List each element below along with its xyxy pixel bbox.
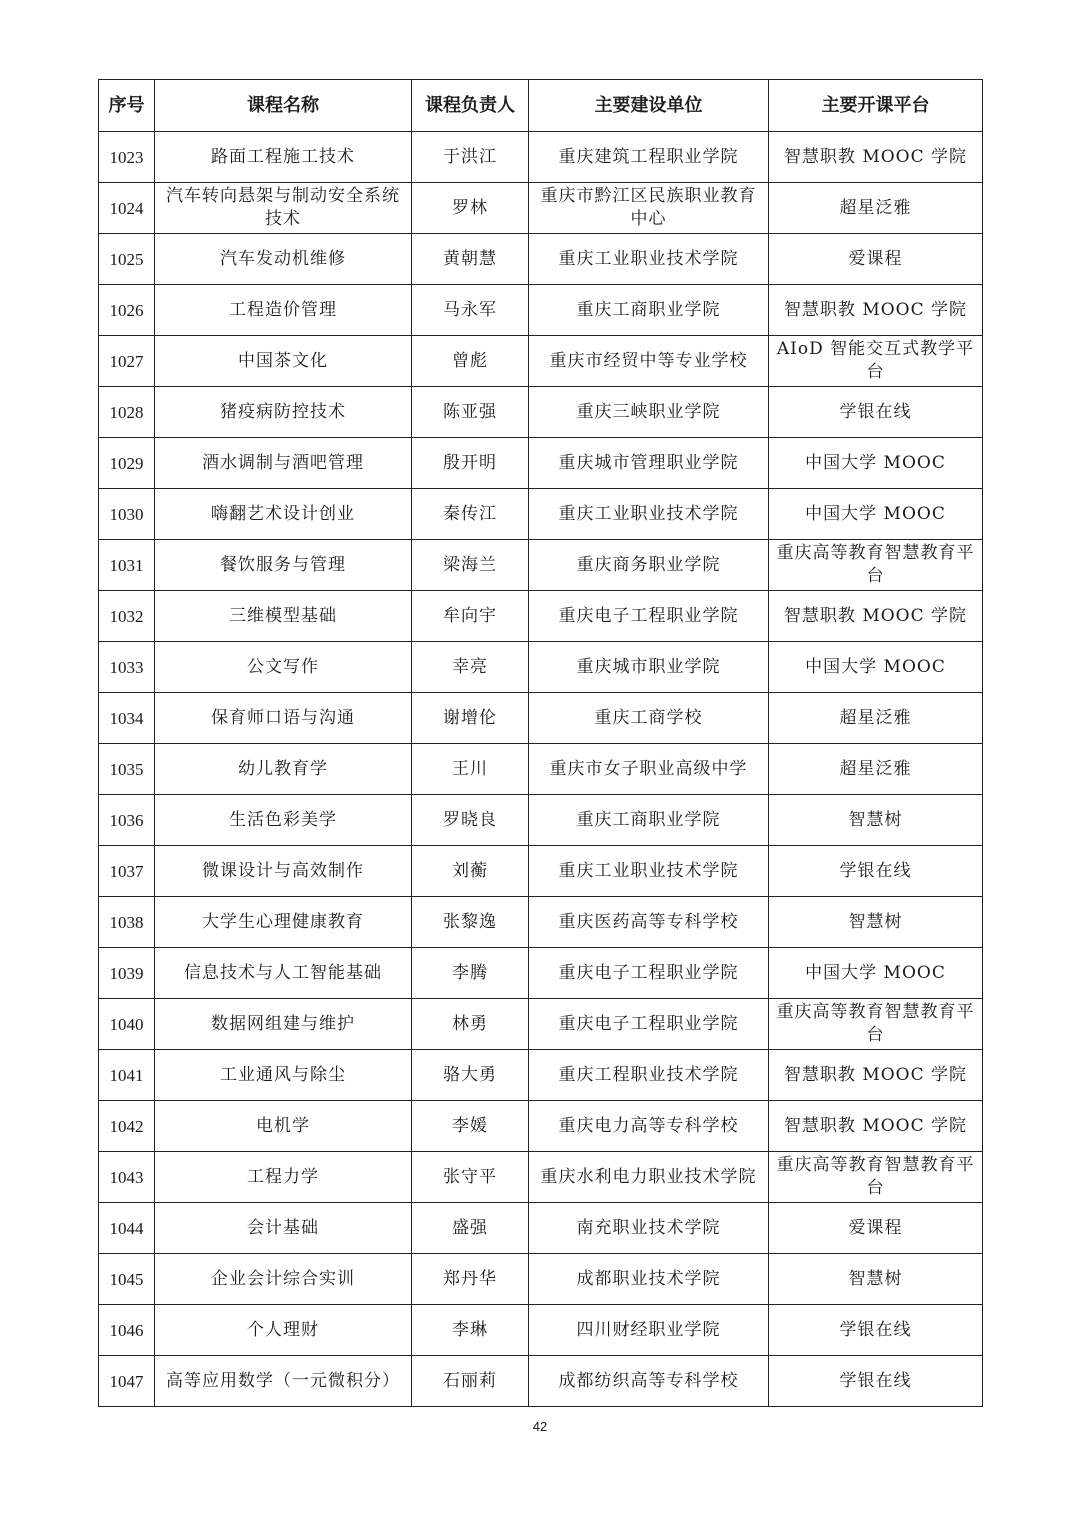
table-row bbox=[99, 642, 983, 693]
cell-platform: 学银在线 bbox=[769, 846, 983, 897]
cell-course-name: 猪疫病防控技术 bbox=[155, 387, 412, 438]
table-row bbox=[99, 234, 983, 285]
cell-platform: 智慧职教 MOOC 学院 bbox=[769, 132, 983, 183]
cell-course-lead: 刘蘅 bbox=[412, 846, 529, 897]
table-row bbox=[99, 693, 983, 744]
cell-institution: 重庆市女子职业高级中学 bbox=[529, 744, 769, 795]
cell-course-name: 三维模型基础 bbox=[155, 591, 412, 642]
cell-institution: 重庆三峡职业学院 bbox=[529, 387, 769, 438]
cell-course-name: 中国茶文化 bbox=[155, 336, 412, 387]
cell-institution: 成都职业技术学院 bbox=[529, 1254, 769, 1305]
cell-serial: 1026 bbox=[99, 285, 155, 336]
cell-platform: 中国大学 MOOC bbox=[769, 438, 983, 489]
cell-platform: 超星泛雅 bbox=[769, 183, 983, 234]
cell-institution: 四川财经职业学院 bbox=[529, 1305, 769, 1356]
cell-course-name: 高等应用数学（一元微积分） bbox=[155, 1356, 412, 1407]
cell-course-lead: 殷开明 bbox=[412, 438, 529, 489]
cell-course-name: 餐饮服务与管理 bbox=[155, 540, 412, 591]
cell-serial: 1047 bbox=[99, 1356, 155, 1407]
cell-serial: 1042 bbox=[99, 1101, 155, 1152]
table-row bbox=[99, 795, 983, 846]
cell-platform: 超星泛雅 bbox=[769, 744, 983, 795]
table-row bbox=[99, 1203, 983, 1254]
cell-serial: 1028 bbox=[99, 387, 155, 438]
cell-institution: 重庆工商职业学院 bbox=[529, 285, 769, 336]
table-header-row bbox=[99, 80, 983, 132]
cell-course-lead: 罗晓良 bbox=[412, 795, 529, 846]
table-row bbox=[99, 744, 983, 795]
table-row bbox=[99, 183, 983, 234]
cell-course-name: 酒水调制与酒吧管理 bbox=[155, 438, 412, 489]
cell-course-name: 幼儿教育学 bbox=[155, 744, 412, 795]
cell-institution: 南充职业技术学院 bbox=[529, 1203, 769, 1254]
cell-platform: AIoD 智能交互式教学平台 bbox=[769, 336, 983, 387]
cell-institution: 成都纺织高等专科学校 bbox=[529, 1356, 769, 1407]
table-row bbox=[99, 999, 983, 1050]
cell-institution: 重庆工商职业学院 bbox=[529, 795, 769, 846]
table-row bbox=[99, 132, 983, 183]
cell-platform: 爱课程 bbox=[769, 1203, 983, 1254]
course-table bbox=[98, 79, 983, 1407]
header-course-lead: 课程负责人 bbox=[412, 80, 529, 132]
cell-course-lead: 张黎逸 bbox=[412, 897, 529, 948]
cell-serial: 1027 bbox=[99, 336, 155, 387]
page-number: 42 bbox=[532, 1419, 548, 1434]
cell-serial: 1037 bbox=[99, 846, 155, 897]
cell-serial: 1031 bbox=[99, 540, 155, 591]
cell-course-name: 信息技术与人工智能基础 bbox=[155, 948, 412, 999]
cell-serial: 1030 bbox=[99, 489, 155, 540]
cell-course-name: 汽车转向悬架与制动安全系统技术 bbox=[155, 183, 412, 234]
cell-serial: 1040 bbox=[99, 999, 155, 1050]
cell-course-name: 数据网组建与维护 bbox=[155, 999, 412, 1050]
cell-institution: 重庆城市职业学院 bbox=[529, 642, 769, 693]
cell-serial: 1045 bbox=[99, 1254, 155, 1305]
cell-platform: 重庆高等教育智慧教育平台 bbox=[769, 540, 983, 591]
cell-platform: 智慧职教 MOOC 学院 bbox=[769, 285, 983, 336]
cell-platform: 学银在线 bbox=[769, 387, 983, 438]
cell-course-name: 嗨翻艺术设计创业 bbox=[155, 489, 412, 540]
cell-course-lead: 秦传江 bbox=[412, 489, 529, 540]
cell-course-lead: 罗林 bbox=[412, 183, 529, 234]
cell-serial: 1039 bbox=[99, 948, 155, 999]
cell-serial: 1036 bbox=[99, 795, 155, 846]
cell-platform: 智慧职教 MOOC 学院 bbox=[769, 1050, 983, 1101]
table-row bbox=[99, 1254, 983, 1305]
cell-course-name: 企业会计综合实训 bbox=[155, 1254, 412, 1305]
cell-institution: 重庆城市管理职业学院 bbox=[529, 438, 769, 489]
cell-course-lead: 王川 bbox=[412, 744, 529, 795]
cell-serial: 1023 bbox=[99, 132, 155, 183]
cell-platform: 智慧树 bbox=[769, 897, 983, 948]
cell-platform: 智慧树 bbox=[769, 795, 983, 846]
cell-course-name: 微课设计与高效制作 bbox=[155, 846, 412, 897]
cell-platform: 重庆高等教育智慧教育平台 bbox=[769, 999, 983, 1050]
cell-serial: 1043 bbox=[99, 1152, 155, 1203]
cell-course-lead: 马永军 bbox=[412, 285, 529, 336]
table-row bbox=[99, 897, 983, 948]
cell-course-name: 路面工程施工技术 bbox=[155, 132, 412, 183]
cell-course-lead: 黄朝慧 bbox=[412, 234, 529, 285]
cell-course-lead: 李腾 bbox=[412, 948, 529, 999]
table-row bbox=[99, 1050, 983, 1101]
table-row bbox=[99, 1356, 983, 1407]
cell-institution: 重庆建筑工程职业学院 bbox=[529, 132, 769, 183]
cell-course-name: 保育师口语与沟通 bbox=[155, 693, 412, 744]
table-row bbox=[99, 540, 983, 591]
cell-course-name: 公文写作 bbox=[155, 642, 412, 693]
cell-course-name: 工程力学 bbox=[155, 1152, 412, 1203]
header-serial: 序号 bbox=[99, 80, 155, 132]
cell-course-lead: 李琳 bbox=[412, 1305, 529, 1356]
cell-course-name: 生活色彩美学 bbox=[155, 795, 412, 846]
cell-institution: 重庆电子工程职业学院 bbox=[529, 591, 769, 642]
cell-course-lead: 牟向宇 bbox=[412, 591, 529, 642]
cell-serial: 1046 bbox=[99, 1305, 155, 1356]
cell-course-lead: 石丽莉 bbox=[412, 1356, 529, 1407]
cell-serial: 1044 bbox=[99, 1203, 155, 1254]
cell-institution: 重庆水利电力职业技术学院 bbox=[529, 1152, 769, 1203]
cell-platform: 学银在线 bbox=[769, 1356, 983, 1407]
cell-course-name: 汽车发动机维修 bbox=[155, 234, 412, 285]
table-row bbox=[99, 1152, 983, 1203]
cell-institution: 重庆市经贸中等专业学校 bbox=[529, 336, 769, 387]
header-institution: 主要建设单位 bbox=[529, 80, 769, 132]
cell-serial: 1033 bbox=[99, 642, 155, 693]
cell-institution: 重庆工业职业技术学院 bbox=[529, 846, 769, 897]
cell-course-lead: 张守平 bbox=[412, 1152, 529, 1203]
table-row bbox=[99, 336, 983, 387]
table-row bbox=[99, 387, 983, 438]
table-row bbox=[99, 846, 983, 897]
cell-serial: 1032 bbox=[99, 591, 155, 642]
cell-platform: 智慧树 bbox=[769, 1254, 983, 1305]
cell-institution: 重庆工业职业技术学院 bbox=[529, 234, 769, 285]
cell-serial: 1025 bbox=[99, 234, 155, 285]
cell-serial: 1035 bbox=[99, 744, 155, 795]
cell-institution: 重庆工商学校 bbox=[529, 693, 769, 744]
table-row bbox=[99, 591, 983, 642]
table-body bbox=[99, 132, 983, 1407]
cell-course-lead: 李媛 bbox=[412, 1101, 529, 1152]
cell-platform: 智慧职教 MOOC 学院 bbox=[769, 1101, 983, 1152]
cell-serial: 1029 bbox=[99, 438, 155, 489]
cell-platform: 中国大学 MOOC bbox=[769, 948, 983, 999]
cell-platform: 重庆高等教育智慧教育平台 bbox=[769, 1152, 983, 1203]
table-row bbox=[99, 1101, 983, 1152]
cell-course-lead: 曾彪 bbox=[412, 336, 529, 387]
header-platform: 主要开课平台 bbox=[769, 80, 983, 132]
table-row bbox=[99, 1305, 983, 1356]
cell-serial: 1038 bbox=[99, 897, 155, 948]
cell-course-name: 电机学 bbox=[155, 1101, 412, 1152]
cell-course-name: 工业通风与除尘 bbox=[155, 1050, 412, 1101]
table-row bbox=[99, 285, 983, 336]
cell-course-lead: 于洪江 bbox=[412, 132, 529, 183]
cell-course-lead: 谢增伦 bbox=[412, 693, 529, 744]
cell-course-lead: 林勇 bbox=[412, 999, 529, 1050]
cell-course-lead: 郑丹华 bbox=[412, 1254, 529, 1305]
cell-institution: 重庆电子工程职业学院 bbox=[529, 999, 769, 1050]
cell-institution: 重庆电力高等专科学校 bbox=[529, 1101, 769, 1152]
cell-platform: 学银在线 bbox=[769, 1305, 983, 1356]
cell-institution: 重庆医药高等专科学校 bbox=[529, 897, 769, 948]
cell-course-lead: 骆大勇 bbox=[412, 1050, 529, 1101]
cell-course-name: 工程造价管理 bbox=[155, 285, 412, 336]
cell-platform: 智慧职教 MOOC 学院 bbox=[769, 591, 983, 642]
cell-institution: 重庆工业职业技术学院 bbox=[529, 489, 769, 540]
cell-institution: 重庆市黔江区民族职业教育中心 bbox=[529, 183, 769, 234]
cell-platform: 中国大学 MOOC bbox=[769, 489, 983, 540]
cell-course-name: 会计基础 bbox=[155, 1203, 412, 1254]
table-row bbox=[99, 438, 983, 489]
cell-course-name: 个人理财 bbox=[155, 1305, 412, 1356]
table-row bbox=[99, 489, 983, 540]
header-course-name: 课程名称 bbox=[155, 80, 412, 132]
cell-course-lead: 陈亚强 bbox=[412, 387, 529, 438]
cell-institution: 重庆电子工程职业学院 bbox=[529, 948, 769, 999]
cell-platform: 中国大学 MOOC bbox=[769, 642, 983, 693]
cell-serial: 1034 bbox=[99, 693, 155, 744]
cell-course-lead: 盛强 bbox=[412, 1203, 529, 1254]
cell-institution: 重庆商务职业学院 bbox=[529, 540, 769, 591]
cell-serial: 1041 bbox=[99, 1050, 155, 1101]
cell-course-lead: 幸亮 bbox=[412, 642, 529, 693]
cell-institution: 重庆工程职业技术学院 bbox=[529, 1050, 769, 1101]
cell-serial: 1024 bbox=[99, 183, 155, 234]
cell-course-name: 大学生心理健康教育 bbox=[155, 897, 412, 948]
cell-platform: 超星泛雅 bbox=[769, 693, 983, 744]
table-row bbox=[99, 948, 983, 999]
cell-platform: 爱课程 bbox=[769, 234, 983, 285]
cell-course-lead: 梁海兰 bbox=[412, 540, 529, 591]
